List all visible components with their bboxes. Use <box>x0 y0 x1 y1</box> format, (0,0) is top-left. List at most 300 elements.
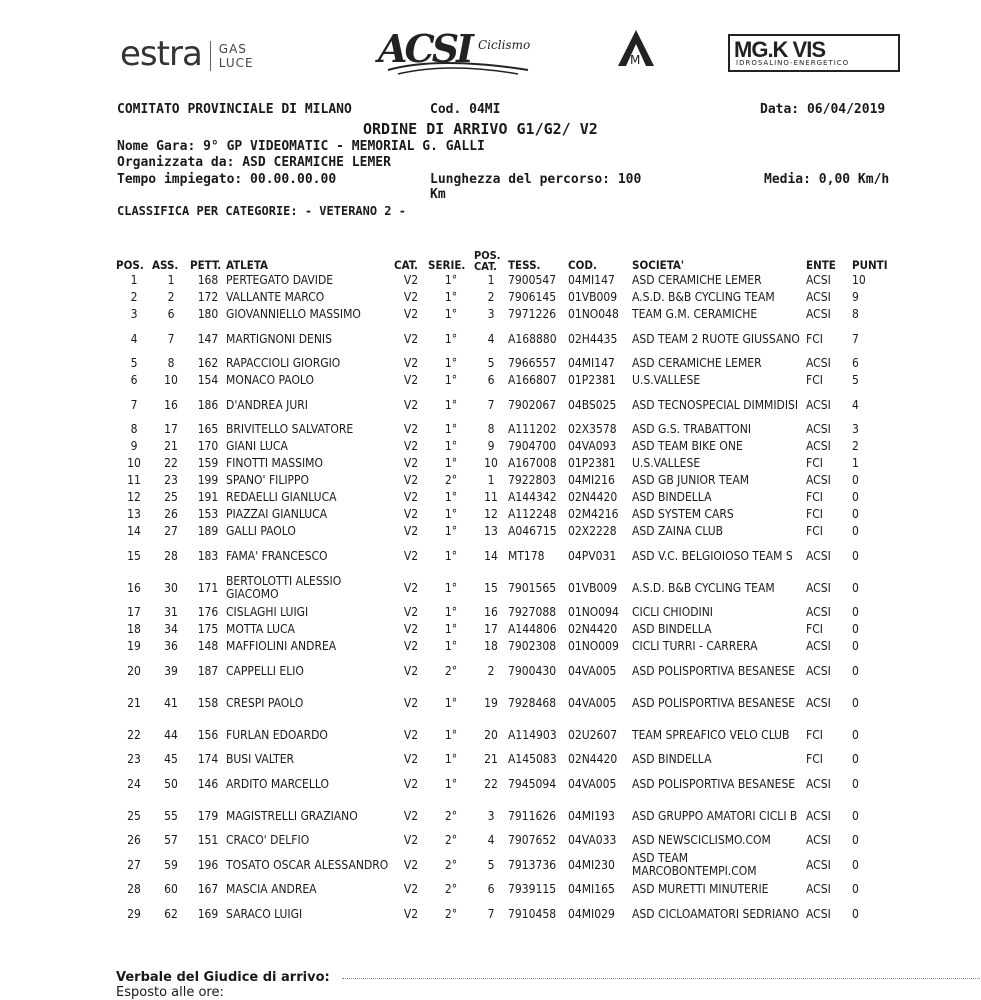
cell-ente: ACSI <box>806 307 831 321</box>
cell-atleta: MASCIA ANDREA <box>226 882 317 896</box>
cell-serie: 1° <box>444 695 458 710</box>
cell-pos: 9 <box>130 439 138 453</box>
cell-ass: 25 <box>164 490 178 504</box>
cell-cod: 02N4420 <box>568 622 618 636</box>
cell-serie: 1° <box>444 580 458 595</box>
cell-pett: 169 <box>197 906 219 921</box>
cell-pos-cat: 20 <box>484 727 498 742</box>
cell-cod: 04MI147 <box>568 356 615 370</box>
cell-pos-cat: 2 <box>487 663 495 678</box>
cell-ente: ACSI <box>806 548 831 563</box>
cell-pos-cat: 19 <box>484 695 498 710</box>
cell-atleta: GALLI PAOLO <box>226 524 296 538</box>
cell-atleta: SPANO' FILIPPO <box>226 473 310 487</box>
cell-pos-cat: 22 <box>484 776 498 791</box>
cell-ente: ACSI <box>806 605 831 619</box>
cell-ente: FCI <box>806 622 823 636</box>
cell-serie: 1° <box>444 331 458 346</box>
cell-punti: 2 <box>852 439 859 453</box>
cell-cat: V2 <box>403 507 419 521</box>
cell-pett: 183 <box>197 548 219 563</box>
code: Cod. 04MI <box>430 102 501 117</box>
cell-cod: 01VB009 <box>568 290 618 304</box>
acsi-wordmark: ACSI <box>378 26 471 71</box>
cell-serie: 1° <box>444 524 458 538</box>
cell-serie: 1° <box>444 356 458 370</box>
cell-pos: 20 <box>127 663 141 678</box>
cell-punti: 0 <box>852 752 859 766</box>
cell-pos-cat: 4 <box>487 833 495 847</box>
cell-ente: FCI <box>806 490 823 504</box>
cell-tess: 7971226 <box>508 307 557 321</box>
cell-tess: 7913736 <box>508 857 557 872</box>
exposed-label: Esposto alle ore: <box>116 985 224 1000</box>
cell-cod: 01NO048 <box>568 307 619 321</box>
cell-ass: 21 <box>164 439 178 453</box>
cell-tess: 7901565 <box>508 580 557 595</box>
table-row <box>116 655 892 687</box>
cell-tess: 7907652 <box>508 833 557 847</box>
cell-serie: 1° <box>444 439 458 453</box>
cell-pett: 165 <box>197 422 219 436</box>
cell-punti: 6 <box>852 356 859 370</box>
cell-tess: 7945094 <box>508 776 557 791</box>
footer <box>116 970 330 1000</box>
cell-cod: 02X3578 <box>568 422 617 436</box>
cell-serie: 1° <box>444 752 458 766</box>
cell-ente: FCI <box>806 752 823 766</box>
cell-cod: 04MI216 <box>568 473 615 487</box>
cell-pos: 15 <box>127 548 141 563</box>
cell-cod: 04VA033 <box>568 833 617 847</box>
cell-societa: ASD POLISPORTIVA BESANESE <box>632 776 796 791</box>
cell-ass: 2 <box>167 290 175 304</box>
cell-ass: 50 <box>164 776 178 791</box>
cell-atleta: ARDITO MARCELLO <box>226 776 329 791</box>
table-row <box>116 898 892 930</box>
cell-cat: V2 <box>403 882 419 896</box>
cell-societa: ASD MURETTI MINUTERIE <box>632 882 769 896</box>
cell-societa: ASD GRUPPO AMATORI CICLI B <box>632 808 798 823</box>
cell-pett: 147 <box>197 331 219 346</box>
cell-pos: 10 <box>127 456 141 470</box>
cell-pett: 175 <box>197 622 219 636</box>
cell-cod: 04MI230 <box>568 857 615 872</box>
cell-atleta: BRIVITELLO SALVATORE <box>226 422 354 436</box>
cell-atleta: RAPACCIOLI GIORGIO <box>226 356 341 370</box>
table-row <box>116 849 892 881</box>
table-row <box>116 751 892 768</box>
cell-ente: ACSI <box>806 663 831 678</box>
cell-tess: A166807 <box>508 373 557 387</box>
cell-pos: 11 <box>127 473 141 487</box>
cell-societa: ASD POLISPORTIVA BESANESE <box>632 695 796 710</box>
cell-serie: 1° <box>444 639 458 653</box>
cell-pett: 176 <box>197 605 219 619</box>
cell-punti: 0 <box>852 639 859 653</box>
judge-label: Verbale del Giudice di arrivo: <box>116 970 330 985</box>
cell-pett: 196 <box>197 857 219 872</box>
table-row <box>116 687 892 719</box>
cell-tess: 7900547 <box>508 273 557 287</box>
cell-ente: ACSI <box>806 833 831 847</box>
cell-serie: 1° <box>444 456 458 470</box>
mgk-vis-logo <box>728 34 900 72</box>
cell-serie: 1° <box>444 548 458 563</box>
acsi-logo <box>378 26 538 78</box>
cell-cat: V2 <box>403 373 419 387</box>
cell-punti: 0 <box>852 833 859 847</box>
cell-tess: A144806 <box>508 622 557 636</box>
cell-punti: 1 <box>852 456 859 470</box>
cell-societa: A.S.D. B&B CYCLING TEAM <box>632 290 775 304</box>
cell-societa: ASD V.C. BELGIOIOSO TEAM S <box>632 548 793 563</box>
cell-ass: 6 <box>167 307 175 321</box>
cell-cat: V2 <box>403 695 419 710</box>
cell-ass: 59 <box>164 857 178 872</box>
cell-cat: V2 <box>403 663 419 678</box>
cell-serie: 1° <box>444 290 458 304</box>
committee: COMITATO PROVINCIALE DI MILANO <box>117 102 352 117</box>
cell-ente: ACSI <box>806 857 831 872</box>
cell-tess: 7902067 <box>508 397 557 412</box>
cell-societa: TEAM SPREAFICO VELO CLUB <box>632 727 790 742</box>
cell-pos-cat: 7 <box>487 397 495 412</box>
cell-pos: 19 <box>127 639 141 653</box>
cell-pos-cat: 3 <box>487 808 495 823</box>
cell-cat: V2 <box>403 473 419 487</box>
cell-societa: U.S.VALLESE <box>632 373 701 387</box>
cell-pett: 191 <box>197 490 219 504</box>
cell-ente: ACSI <box>806 356 831 370</box>
cell-atleta: D'ANDREA JURI <box>226 397 308 412</box>
cell-cod: 04VA005 <box>568 663 617 678</box>
cell-atleta: FURLAN EDOARDO <box>226 727 328 742</box>
cell-pos-cat: 4 <box>487 331 495 346</box>
cell-cod: 04VA005 <box>568 695 617 710</box>
estra-wordmark: estra <box>120 34 202 74</box>
cell-ente: ACSI <box>806 290 831 304</box>
cell-pos: 2 <box>130 290 138 304</box>
cell-tess: A114903 <box>508 727 557 742</box>
cell-tess: 7911626 <box>508 808 557 823</box>
cell-punti: 0 <box>852 507 859 521</box>
cell-cat: V2 <box>403 776 419 791</box>
cell-cat: V2 <box>403 356 419 370</box>
col-ass: ASS. <box>152 258 179 272</box>
cell-societa: ASD G.S. TRABATTONI <box>632 422 752 436</box>
cell-punti: 0 <box>852 524 859 538</box>
cell-punti: 5 <box>852 373 859 387</box>
results-table <box>116 246 892 930</box>
cell-societa: ASD BINDELLA <box>632 490 712 504</box>
cell-tess: 7902308 <box>508 639 557 653</box>
cell-ass: 7 <box>167 331 175 346</box>
cell-atleta: MONACO PAOLO <box>226 373 315 387</box>
cell-punti: 0 <box>852 548 859 563</box>
cell-punti: 0 <box>852 695 859 710</box>
cell-cat: V2 <box>403 422 419 436</box>
cell-ass: 60 <box>164 882 178 896</box>
cell-serie: 1° <box>444 397 458 412</box>
cell-ass: 44 <box>164 727 178 742</box>
cell-serie: 1° <box>444 422 458 436</box>
cell-pos: 22 <box>127 727 141 742</box>
cell-ass: 27 <box>164 524 178 538</box>
cell-serie: 2° <box>444 663 458 678</box>
table-row <box>116 355 892 372</box>
cell-atleta: CISLAGHI LUIGI <box>226 605 309 619</box>
cell-societa: CICLI TURRI - CARRERA <box>632 639 758 653</box>
cell-ente: FCI <box>806 456 823 470</box>
cell-societa: ASD TEAM BIKE ONE <box>632 439 743 453</box>
col-pos: POS. <box>116 258 144 272</box>
cell-pos-cat: 16 <box>484 605 498 619</box>
cell-atleta: MOTTA LUCA <box>226 622 295 636</box>
table-row <box>116 800 892 832</box>
cell-serie: 2° <box>444 473 458 487</box>
cell-ente: FCI <box>806 507 823 521</box>
cell-tess: A168880 <box>508 331 557 346</box>
cell-pett: 189 <box>197 524 219 538</box>
cell-societa: A.S.D. B&B CYCLING TEAM <box>632 580 775 595</box>
col-serie: SERIE. <box>428 258 466 272</box>
cell-punti: 0 <box>852 808 859 823</box>
mountain-badge-icon <box>614 26 658 70</box>
cell-pett: 146 <box>197 776 219 791</box>
cell-tess: A112248 <box>508 507 557 521</box>
cell-ass: 10 <box>164 373 178 387</box>
table-row <box>116 438 892 455</box>
cell-atleta: CAPPELLI ELIO <box>226 663 304 678</box>
cell-ente: FCI <box>806 727 823 742</box>
table-row <box>116 472 892 489</box>
cell-atleta: SARACO LUIGI <box>226 906 303 921</box>
cell-cat: V2 <box>403 397 419 412</box>
cell-cat: V2 <box>403 808 419 823</box>
cell-tess: 7922803 <box>508 473 557 487</box>
cell-pett: 174 <box>197 752 219 766</box>
cell-punti: 0 <box>852 857 859 872</box>
cell-cat: V2 <box>403 857 419 872</box>
table-row <box>116 272 892 289</box>
cell-pos-cat: 14 <box>484 548 498 563</box>
cell-tess: A167008 <box>508 456 557 470</box>
cell-cod: 02N4420 <box>568 490 618 504</box>
cell-ass: 57 <box>164 833 178 847</box>
cell-cod: 02H4435 <box>568 331 618 346</box>
cell-pos: 7 <box>130 397 138 412</box>
cell-pett: 153 <box>197 507 219 521</box>
cell-pos: 13 <box>127 507 141 521</box>
cell-punti: 0 <box>852 490 859 504</box>
cell-tess: 7939115 <box>508 882 557 896</box>
cell-cod: 04BS025 <box>568 397 617 412</box>
cell-punti: 7 <box>852 331 859 346</box>
cell-cod: 02U2607 <box>568 727 618 742</box>
cell-pos-cat: 1 <box>487 473 495 487</box>
cell-atleta: FINOTTI MASSIMO <box>226 456 323 470</box>
cell-cod: 04VA093 <box>568 439 617 453</box>
cell-ente: FCI <box>806 524 823 538</box>
cell-punti: 0 <box>852 580 859 595</box>
table-row <box>116 323 892 355</box>
table-row <box>116 572 892 604</box>
cell-pett: 187 <box>197 663 219 678</box>
col-tess: TESS. <box>508 258 541 272</box>
cell-societa: ASD BINDELLA <box>632 752 712 766</box>
cell-serie: 1° <box>444 776 458 791</box>
cell-atleta: FAMA' FRANCESCO <box>226 548 328 563</box>
cell-pos-cat: 13 <box>484 524 498 538</box>
cell-ente: ACSI <box>806 906 831 921</box>
table-row <box>116 638 892 655</box>
cell-punti: 0 <box>852 882 859 896</box>
cell-pos: 17 <box>127 605 141 619</box>
cell-pos: 16 <box>127 580 141 595</box>
cell-punti: 0 <box>852 473 859 487</box>
cell-tess: A145083 <box>508 752 557 766</box>
cell-pos: 25 <box>127 808 141 823</box>
cell-societa: ASD NEWSCICLISMO.COM <box>632 833 771 847</box>
cell-pos-cat: 10 <box>484 456 498 470</box>
cell-pett: 154 <box>197 373 219 387</box>
cell-serie: 1° <box>444 273 458 287</box>
cell-ente: ACSI <box>806 422 831 436</box>
cell-cat: V2 <box>403 439 419 453</box>
date: Data: 06/04/2019 <box>760 102 886 117</box>
col-pett: PETT. <box>190 258 222 272</box>
cell-pos-cat: 5 <box>487 857 495 872</box>
cell-societa: ASD BINDELLA <box>632 622 712 636</box>
cell-serie: 1° <box>444 622 458 636</box>
cell-serie: 1° <box>444 605 458 619</box>
cell-pett: 170 <box>197 439 219 453</box>
cell-ente: ACSI <box>806 808 831 823</box>
cell-pos: 24 <box>127 776 141 791</box>
cell-pos: 14 <box>127 524 141 538</box>
table-row <box>116 489 892 506</box>
cell-ass: 41 <box>164 695 178 710</box>
cell-pett: 172 <box>197 290 219 304</box>
cell-ass: 34 <box>164 622 178 636</box>
cell-pos: 18 <box>127 622 141 636</box>
cell-cat: V2 <box>403 752 419 766</box>
cell-societa: U.S.VALLESE <box>632 456 701 470</box>
cell-punti: 0 <box>852 727 859 742</box>
cell-cat: V2 <box>403 290 419 304</box>
cell-cod: 04MI165 <box>568 882 615 896</box>
cell-pett: 158 <box>197 695 219 710</box>
col-cod: COD. <box>568 258 597 272</box>
cell-pos-cat: 21 <box>484 752 498 766</box>
cell-pos-cat: 15 <box>484 580 498 595</box>
cell-serie: 2° <box>444 808 458 823</box>
cell-societa: ASD ZAINA CLUB <box>632 524 724 538</box>
signature-line <box>342 978 981 979</box>
cell-pett: 171 <box>197 580 219 595</box>
cell-ass: 30 <box>164 580 178 595</box>
col-pos-cat: POS. CAT. <box>474 249 501 273</box>
cell-ass: 28 <box>164 548 178 563</box>
table-row <box>116 421 892 438</box>
category-heading: CLASSIFICA PER CATEGORIE: - VETERANO 2 - <box>117 204 406 218</box>
average-speed: Media: 0,00 Km/h <box>764 172 890 187</box>
cell-atleta: BUSI VALTER <box>226 752 295 766</box>
cell-cod: 01VB009 <box>568 580 618 595</box>
cell-societa: ASD POLISPORTIVA BESANESE <box>632 663 796 678</box>
cell-cat: V2 <box>403 548 419 563</box>
cell-punti: 0 <box>852 622 859 636</box>
cell-atleta: GIOVANNIELLO MASSIMO <box>226 307 361 321</box>
cell-pos-cat: 3 <box>487 307 495 321</box>
cell-societa: ASD CICLOAMATORI SEDRIANO <box>632 906 800 921</box>
cell-serie: 1° <box>444 727 458 742</box>
cell-ente: ACSI <box>806 639 831 653</box>
table-row <box>116 719 892 751</box>
cell-cod: 04MI147 <box>568 273 615 287</box>
cell-cat: V2 <box>403 605 419 619</box>
cell-punti: 0 <box>852 605 859 619</box>
cell-cat: V2 <box>403 456 419 470</box>
cell-ass: 1 <box>167 273 175 287</box>
cell-tess: A046715 <box>508 524 557 538</box>
cell-pett: 180 <box>197 307 219 321</box>
table-row <box>116 621 892 638</box>
cell-pett: 168 <box>197 273 219 287</box>
table-row <box>116 540 892 572</box>
estra-luce: LUCE <box>218 55 254 70</box>
cell-pos: 4 <box>130 331 138 346</box>
table-row <box>116 306 892 323</box>
cell-pos-cat: 2 <box>487 290 495 304</box>
table-row <box>116 455 892 472</box>
cell-atleta: MAGISTRELLI GRAZIANO <box>226 808 358 823</box>
table-row <box>116 389 892 421</box>
estra-gas: GAS <box>218 41 247 56</box>
cell-societa: ASD TEAM MARCOBONTEMPI.COM <box>632 851 757 878</box>
cell-pett: 179 <box>197 808 219 823</box>
cell-cat: V2 <box>403 639 419 653</box>
cell-ass: 8 <box>167 356 175 370</box>
cell-ente: FCI <box>806 373 823 387</box>
course-length: Lunghezza del percorso: 100 Km <box>430 172 642 202</box>
table-row <box>116 604 892 621</box>
race-name: Nome Gara: 9° GP VIDEOMATIC - MEMORIAL G. GALLI <box>117 139 485 154</box>
cell-cat: V2 <box>403 524 419 538</box>
cell-atleta: TOSATO OSCAR ALESSANDRO <box>226 857 389 872</box>
table-row <box>116 768 892 800</box>
cell-cat: V2 <box>403 906 419 921</box>
col-punti: PUNTI <box>852 258 888 272</box>
cell-pos: 26 <box>127 833 141 847</box>
estra-logo <box>120 34 254 74</box>
cell-punti: 0 <box>852 776 859 791</box>
cell-ente: ACSI <box>806 273 831 287</box>
col-atleta: ATLETA <box>226 258 269 272</box>
cell-pos: 21 <box>127 695 141 710</box>
cell-pos-cat: 5 <box>487 356 495 370</box>
cell-ass: 23 <box>164 473 178 487</box>
cell-pett: 199 <box>197 473 219 487</box>
cell-ass: 26 <box>164 507 178 521</box>
cell-ass: 62 <box>164 906 178 921</box>
cell-serie: 2° <box>444 882 458 896</box>
cell-cat: V2 <box>403 331 419 346</box>
cell-pos: 28 <box>127 882 141 896</box>
cell-tess: A111202 <box>508 422 557 436</box>
cell-cod: 02N4420 <box>568 752 618 766</box>
